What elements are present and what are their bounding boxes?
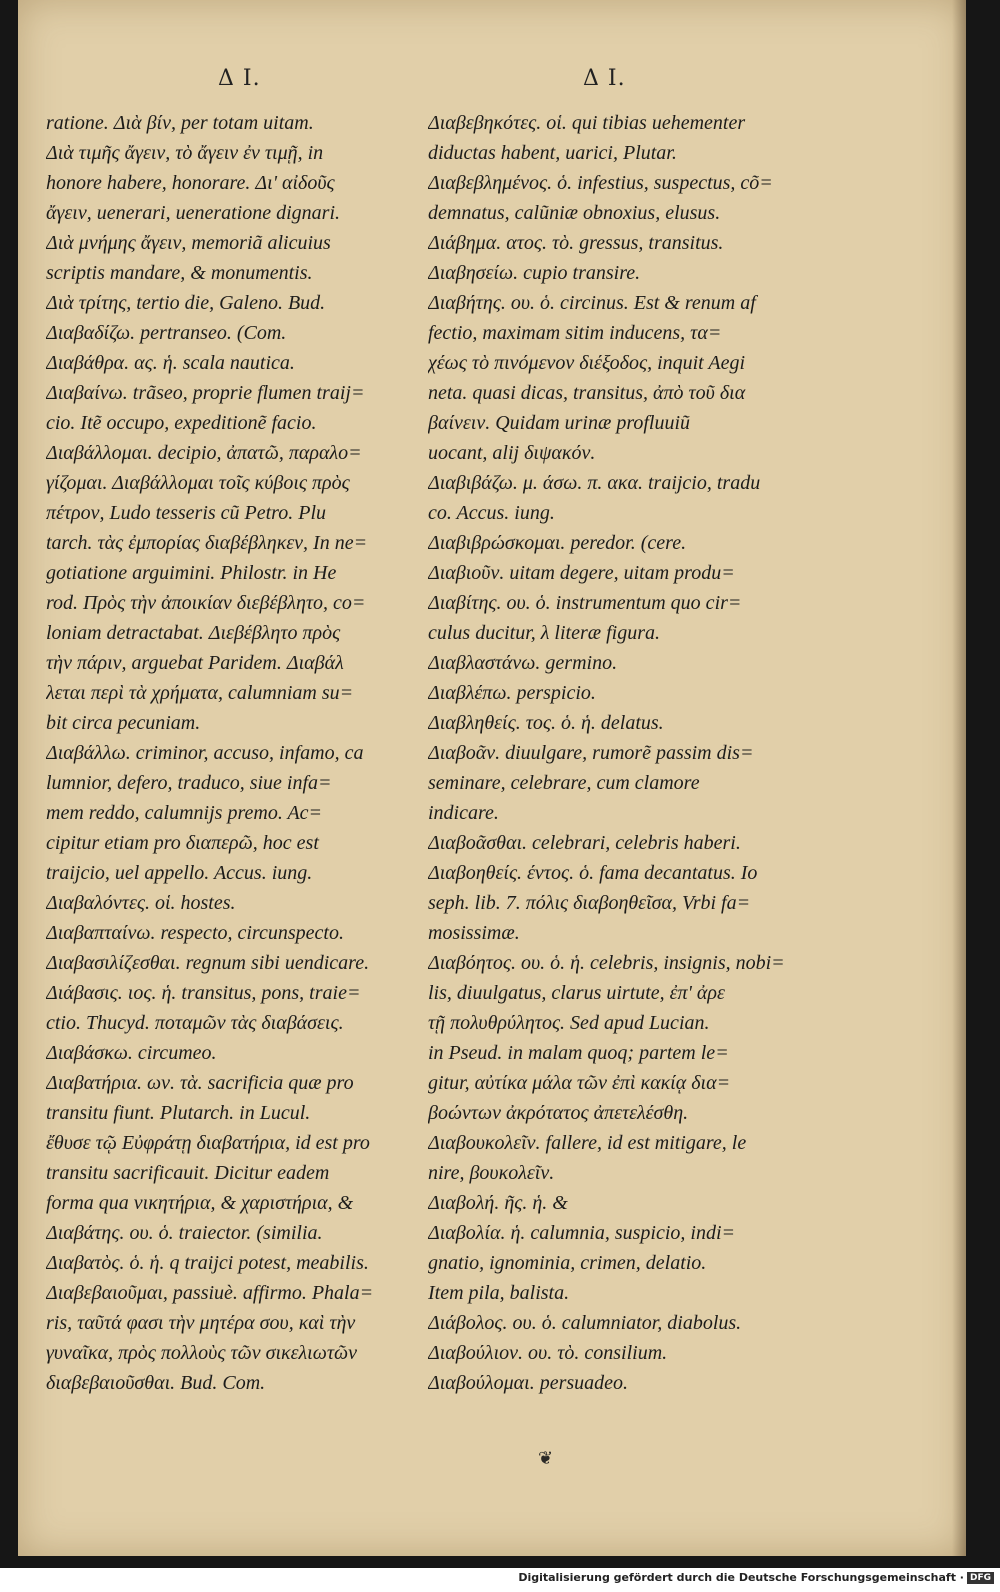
text-line: τῇ πολυθρύλητος. Sed apud Lucian.	[428, 1012, 710, 1034]
text-line: gnatio, ignominia, crimen, delatio.	[428, 1252, 707, 1274]
text-line: ratione. Διὰ βίν, per totam uitam.	[46, 112, 314, 134]
text-line: uocant, alij διψακόν.	[428, 442, 596, 464]
text-line: ris, ταῦτά φασι τὴν μητέρα σου, καὶ τὴν	[46, 1312, 356, 1334]
text-line: mem reddo, calumnijs premo. Ac=	[46, 802, 323, 824]
text-line: ἄγειν, uenerari, ueneratione dignari.	[46, 202, 340, 224]
text-line: Διαβουκολεῖν. fallere, id est mitigare, le	[428, 1132, 747, 1154]
ornament-glyph: ❦	[538, 1448, 554, 1469]
text-line: Διαβαπταίνω. respecto, circunspecto.	[46, 922, 344, 944]
text-line: Διαβαίνω. trãseo, proprie flumen traij=	[46, 382, 365, 404]
text-line: Διαβιοῦν. uitam degere, uitam produ=	[428, 562, 735, 584]
text-line: Διαβεβλημένος. ὁ. infestius, suspectus, cõ=	[428, 172, 773, 194]
right-column	[428, 108, 788, 1398]
text-line: neta. quasi dicas, transitus, ἀπὸ τοῦ δια	[428, 382, 746, 404]
text-line: διαβεβαιοῦσθαι. Bud. Com.	[46, 1372, 266, 1394]
text-line: Διαβλαστάνω. germino.	[428, 652, 618, 674]
text-line: Διαβαλόντες. οἱ. hostes.	[46, 892, 236, 914]
text-line: Διὰ τιμῆς ἄγειν, τὸ ἄγειν ἐν τιμῇ, in	[46, 142, 324, 164]
text-line: transitu fiunt. Plutarch. in Lucul.	[46, 1102, 311, 1124]
text-line: βοώντων ἀκρότατος ἀπετελέσθη.	[428, 1102, 689, 1124]
text-line: Διαβολή. ῆς. ἡ. &	[428, 1192, 568, 1214]
text-line: Διαβόητος. ου. ὁ. ἡ. celebris, insignis, nobi=	[428, 952, 785, 974]
text-line: Διαβησείω. cupio transire.	[428, 262, 641, 284]
text-line: πέτρον, Ludo tesseris cũ Petro. Plu	[46, 502, 326, 524]
text-line: seminare, celebrare, cum clamore	[428, 772, 700, 794]
text-line: forma qua νικητήρια, & χαριστήρια, &	[46, 1192, 354, 1214]
text-line: γίζομαι. Διαβάλλομαι τοῖς κύβοις πρὸς	[46, 472, 350, 494]
text-line: Διαβάλλω. criminor, accuso, infamo, ca	[46, 742, 364, 764]
text-line: loniam detractabat. Διεβέβλητο πρὸς	[46, 622, 341, 644]
text-line: Διαβοᾶσθαι. celebrari, celebris haberi.	[428, 832, 741, 854]
dfg-logo: DFG	[967, 1572, 994, 1584]
text-line: Διαβούλιον. ου. τὸ. consilium.	[428, 1342, 668, 1364]
text-line: Διαβήτης. ου. ὁ. circinus. Est & renum af	[428, 292, 756, 314]
text-line: γυναῖκα, πρὸς πολλοὺς τῶν σικελιωτῶν	[46, 1342, 358, 1364]
text-line: lumnior, defero, traduco, siue infa=	[46, 772, 332, 794]
footer-credit	[518, 1571, 994, 1584]
text-line: ctio. Thucyd. ποταμῶν τὰς διαβάσεις.	[46, 1012, 344, 1034]
text-line: Διαβιβρώσκομαι. peredor. (cere.	[428, 532, 687, 554]
text-line: demnatus, calũniæ obnoxius, elusus.	[428, 202, 721, 224]
text-line: χέως τὸ πινόμενον διέξοδος, inquit Aegi	[428, 352, 746, 374]
text-line: Διαβατήρια. ων. τὰ. sacrificia quæ pro	[46, 1072, 354, 1094]
text-line: Διάβασις. ιος. ἡ. transitus, pons, traie=	[46, 982, 361, 1004]
text-line: co. Accus. iung.	[428, 502, 555, 524]
text-line: Διὰ τρίτης, tertio die, Galeno. Bud.	[46, 292, 326, 314]
text-line: Διὰ μνήμης ἄγειν, memoriã alicuius	[46, 232, 331, 254]
text-line: Διαβάθρα. ας. ἡ. scala nautica.	[46, 352, 295, 374]
text-line: diductas habent, uarici, Plutar.	[428, 142, 677, 164]
text-line: tarch. τὰς ἐμπορίας διαβέβληκεν, In ne=	[46, 532, 368, 554]
text-line: fectio, maximam sitim inducens, τα=	[428, 322, 722, 344]
text-line: cipitur etiam pro διαπερῶ, hoc est	[46, 832, 319, 854]
text-line: Διαβίτης. ου. ὁ. instrumentum quo cir=	[428, 592, 742, 614]
text-line: Διαβοηθείς. έντος. ὁ. fama decantatus. Io	[428, 862, 758, 884]
text-line: gitur, αὐτίκα μάλα τῶν ἐπὶ κακίᾳ δια=	[428, 1072, 731, 1094]
text-line: Διάβολος. ου. ὁ. calumniator, diabolus.	[428, 1312, 742, 1334]
text-line: Διαβασιλίζεσθαι. regnum sibi uendicare.	[46, 952, 370, 974]
text-line: rod. Πρὸς τὴν ἀποικίαν διεβέβλητο, co=	[46, 592, 366, 614]
text-line: Διαβοᾶν. diuulgare, rumorẽ passim dis=	[428, 742, 754, 764]
text-line: mosissimæ.	[428, 922, 520, 944]
text-line: scriptis mandare, & monumentis.	[46, 262, 313, 284]
text-line: Διαβαδίζω. pertranseo. (Com.	[46, 322, 287, 344]
text-line: lis, diuulgatus, clarus uirtute, ἐπ' ἀρε	[428, 982, 725, 1004]
text-line: Διαβατὸς. ὁ. ἡ. q traijci potest, meabilis.	[46, 1252, 369, 1274]
text-line: Διαβάλλομαι. decipio, ἀπατῶ, παραλο=	[46, 442, 362, 464]
book-page	[18, 0, 966, 1556]
text-line: bit circa pecuniam.	[46, 712, 201, 734]
text-line: Διαβολία. ἡ. calumnia, suspicio, indi=	[428, 1222, 735, 1244]
left-column	[46, 108, 421, 1398]
text-line: culus ducitur, λ literæ figura.	[428, 622, 661, 644]
text-line: in Pseud. in malam quoq; partem le=	[428, 1042, 729, 1064]
text-line: indicare.	[428, 802, 499, 824]
text-line: nire, βουκολεῖν.	[428, 1162, 555, 1184]
text-line: traijcio, uel appello. Accus. iung.	[46, 862, 313, 884]
text-line: Διαβεβαιοῦμαι, passiuè. affirmo. Phala=	[46, 1282, 374, 1304]
text-line: Διαβιβάζω. μ. άσω. π. ακα. traijcio, tradu	[428, 472, 761, 494]
text-line: βαίνειν. Quidam urinæ profluuiũ	[428, 412, 691, 434]
footer-text: Digitalisierung gefördert durch die Deutsche Forschungsgemeinschaft ·	[518, 1571, 964, 1584]
running-head-left: Δ I.	[218, 66, 261, 91]
text-line: Διαβληθείς. τος. ὁ. ἡ. delatus.	[428, 712, 664, 734]
text-line: transitu sacrificauit. Dicitur eadem	[46, 1162, 330, 1184]
text-line: Item pila, balista.	[428, 1282, 570, 1304]
running-head-right: Δ I.	[583, 66, 626, 91]
text-line: λεται περὶ τὰ χρήματα, calumniam su=	[46, 682, 354, 704]
text-line: seph. lib. 7. πόλις διαβοηθεῖσα, Vrbi fa=	[428, 892, 751, 914]
text-line: Διάβημα. ατος. τὸ. gressus, transitus.	[428, 232, 724, 254]
text-line: Διαβεβηκότες. οἱ. qui tibias uehementer	[428, 112, 746, 134]
text-line: gotiatione arguimini. Philostr. in He	[46, 562, 337, 584]
text-line: Διαβάσκω. circumeo.	[46, 1042, 217, 1064]
text-line: τὴν πάριν, arguebat Paridem. Διαβάλ	[46, 652, 344, 674]
text-line: Διαβλέπω. perspicio.	[428, 682, 596, 704]
text-line: Διαβάτης. ου. ὁ. traiector. (similia.	[46, 1222, 323, 1244]
text-line: Διαβούλομαι. persuadeo.	[428, 1372, 629, 1394]
text-line: cio. Itẽ occupo, expeditionẽ facio.	[46, 412, 317, 434]
text-line: ἔθυσε τῷ Εὐφράτῃ διαβατήρια, id est pro	[46, 1132, 370, 1154]
text-line: honore habere, honorare. Δι' αἰδοῦς	[46, 172, 335, 194]
